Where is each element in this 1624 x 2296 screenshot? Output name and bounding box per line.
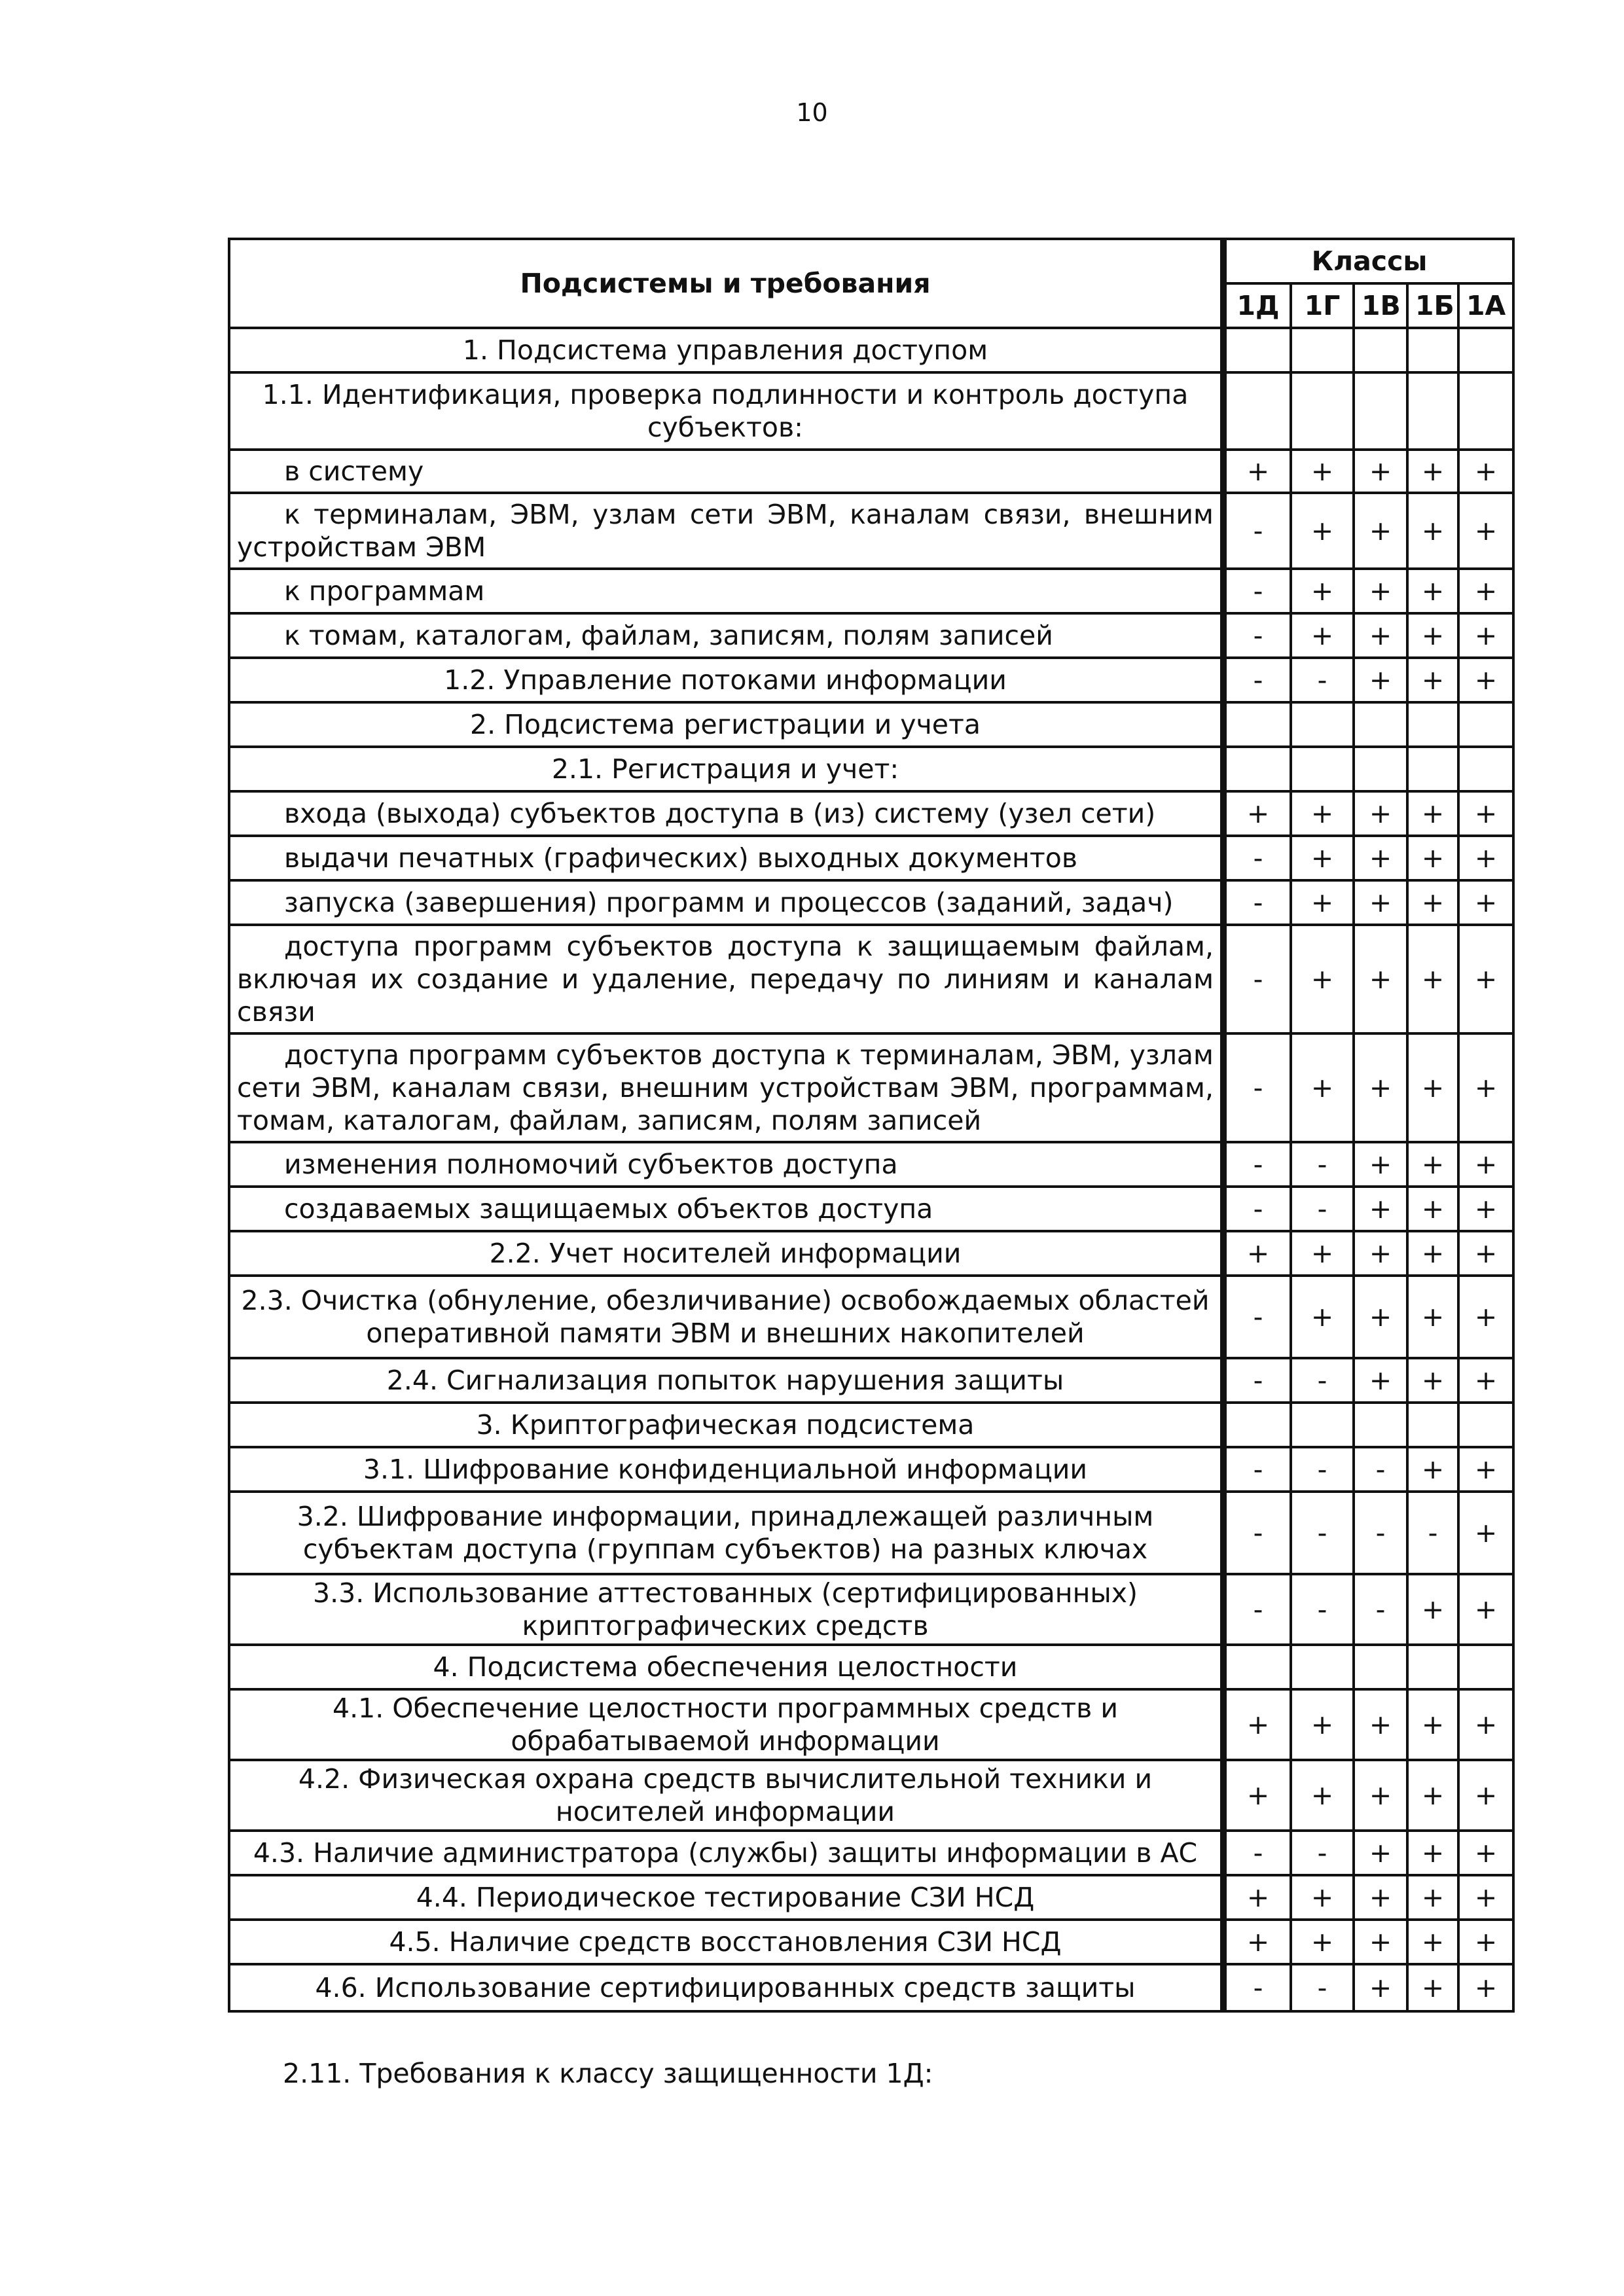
class-mark: - [1292,1143,1355,1188]
class-mark: + [1409,1359,1460,1404]
class-mark: - [1227,926,1292,1035]
class-mark: - [1227,570,1292,615]
class-mark: + [1460,1761,1515,1832]
requirement-text: запуска (завершения) программ и процессов (заданий, задач) [230,882,1227,926]
class-mark: + [1460,1448,1515,1493]
class-mark: + [1409,1232,1460,1277]
page-number: 10 [796,98,828,127]
class-mark: + [1409,1143,1460,1188]
class-mark: - [1227,1493,1292,1575]
table-row [230,926,1515,1035]
requirement-text: 4. Подсистема обеспечения целостности [230,1646,1227,1691]
requirement-text: 2.2. Учет носителей информации [230,1232,1227,1277]
class-mark: - [1292,1832,1355,1876]
table-row [230,494,1515,570]
class-mark [1292,704,1355,748]
class-mark: - [1227,837,1292,882]
class-mark: + [1355,615,1409,659]
class-mark: + [1409,1277,1460,1359]
class-mark: + [1460,1921,1515,1965]
class-mark: + [1460,570,1515,615]
class-mark: + [1355,793,1409,837]
table-row [230,451,1515,494]
class-mark: + [1409,1448,1460,1493]
class-header: 1Б [1409,285,1460,329]
class-mark [1355,329,1409,374]
class-mark: - [1355,1448,1409,1493]
class-mark [1460,1646,1515,1691]
requirement-text: 1. Подсистема управления доступом [230,329,1227,374]
class-mark: + [1355,1921,1409,1965]
class-mark: + [1460,1493,1515,1575]
class-header: 1Д [1227,285,1292,329]
class-mark: - [1227,1832,1292,1876]
class-mark: - [1227,1965,1292,2010]
table-row [230,1359,1515,1404]
class-mark: - [1227,1188,1292,1232]
class-mark: - [1227,1448,1292,1493]
class-mark: + [1355,570,1409,615]
class-mark: + [1460,659,1515,704]
class-mark: + [1355,1277,1409,1359]
table-row [230,1965,1515,2010]
class-mark: + [1355,926,1409,1035]
class-mark: + [1292,1761,1355,1832]
requirement-text: 4.2. Физическая охрана средств вычислительной техники и носителей информации [230,1761,1227,1832]
class-mark: + [1460,837,1515,882]
class-mark [1227,374,1292,451]
section-row [230,1646,1515,1691]
class-mark: + [1355,1188,1409,1232]
class-mark [1292,748,1355,793]
class-mark: + [1409,1832,1460,1876]
class-mark: + [1292,882,1355,926]
requirement-text: 2.1. Регистрация и учет: [230,748,1227,793]
class-mark: + [1409,615,1460,659]
requirement-text: доступа программ субъектов доступа к терминалам, ЭВМ, узлам сети ЭВМ, каналам связи, внешним устройствам ЭВМ, программам, томам, каталогам, файлам, записям, полям записей [230,1035,1227,1143]
class-mark: + [1409,1965,1460,2010]
class-mark: + [1292,793,1355,837]
class-mark [1460,1404,1515,1448]
table-row [230,570,1515,615]
table-row [230,374,1515,451]
requirement-text: 4.4. Периодическое тестирование СЗИ НСД [230,1876,1227,1921]
table-row [230,1188,1515,1232]
table-row [230,659,1515,704]
class-mark [1292,1646,1355,1691]
requirement-text: 4.5. Наличие средств восстановления СЗИ НСД [230,1921,1227,1965]
class-header: 1Г [1292,285,1355,329]
class-mark: + [1355,1761,1409,1832]
class-mark: + [1460,1232,1515,1277]
class-mark: + [1227,451,1292,494]
class-mark [1355,748,1409,793]
table-row [230,1493,1515,1575]
requirement-text: 3. Криптографическая подсистема [230,1404,1227,1448]
table-row [230,748,1515,793]
requirement-text: к терминалам, ЭВМ, узлам сети ЭВМ, каналам связи, внешним устройствам ЭВМ [230,494,1227,570]
class-mark: - [1292,1575,1355,1646]
class-mark: + [1292,1876,1355,1921]
class-mark: + [1227,793,1292,837]
class-mark: + [1227,1761,1292,1832]
class-mark: + [1409,451,1460,494]
class-mark: + [1355,882,1409,926]
class-mark: + [1409,1035,1460,1143]
class-mark: + [1460,1691,1515,1761]
requirement-text: 2.3. Очистка (обнуление, обезличивание) освобождаемых областей оперативной памяти ЭВМ и внешних накопителей [230,1277,1227,1359]
class-mark [1227,329,1292,374]
class-mark: - [1292,1965,1355,2010]
requirement-text: 4.3. Наличие администратора (службы) защиты информации в АС [230,1832,1227,1876]
class-mark [1355,1404,1409,1448]
class-mark: + [1409,1876,1460,1921]
class-mark [1227,748,1292,793]
class-mark: + [1409,793,1460,837]
class-mark: + [1355,1965,1409,2010]
class-mark: - [1227,615,1292,659]
class-mark: + [1292,1035,1355,1143]
requirement-text: 3.2. Шифрование информации, принадлежащей различным субъектам доступа (группам субъектов) на разных ключах [230,1493,1227,1575]
class-mark: - [1227,494,1292,570]
class-mark [1460,704,1515,748]
footer-text: 2.11. Требования к классу защищенности 1Д: [283,2058,933,2089]
class-mark: + [1460,1277,1515,1359]
requirement-text: в систему [230,451,1227,494]
class-mark: + [1409,1921,1460,1965]
requirement-text: 1.1. Идентификация, проверка подлинности и контроль доступа субъектов: [230,374,1227,451]
class-mark: + [1460,926,1515,1035]
table-row [230,1691,1515,1761]
requirement-text: 4.1. Обеспечение целостности программных средств и обрабатываемой информации [230,1691,1227,1761]
class-mark: - [1227,1277,1292,1359]
class-mark [1409,374,1460,451]
class-mark [1292,329,1355,374]
class-mark: + [1409,1575,1460,1646]
class-mark: + [1460,615,1515,659]
class-mark: + [1227,1232,1292,1277]
class-mark: + [1355,1832,1409,1876]
requirement-text: создаваемых защищаемых объектов доступа [230,1188,1227,1232]
class-mark: + [1355,1359,1409,1404]
class-mark: - [1292,1448,1355,1493]
requirement-text: 1.2. Управление потоками информации [230,659,1227,704]
class-mark [1460,374,1515,451]
requirement-text: 3.3. Использование аттестованных (сертифицированных) криптографических средств [230,1575,1227,1646]
class-mark: + [1355,1232,1409,1277]
table-row [230,1035,1515,1143]
class-mark: - [1292,659,1355,704]
class-mark: + [1460,1965,1515,2010]
class-mark: + [1227,1876,1292,1921]
class-mark [1227,704,1292,748]
class-mark: + [1460,1035,1515,1143]
class-mark: + [1355,1691,1409,1761]
class-mark: - [1292,1188,1355,1232]
class-mark: + [1292,1691,1355,1761]
section-row [230,329,1515,374]
table-row [230,1921,1515,1965]
class-mark: + [1409,1691,1460,1761]
class-mark [1409,704,1460,748]
table-row [230,615,1515,659]
class-mark: + [1355,451,1409,494]
class-mark: + [1460,1188,1515,1232]
class-mark: + [1460,1143,1515,1188]
class-mark: + [1227,1921,1292,1965]
table-row [230,1448,1515,1493]
class-mark: + [1292,451,1355,494]
table-row [230,793,1515,837]
class-mark: + [1409,1761,1460,1832]
class-mark: + [1409,1188,1460,1232]
class-mark: - [1409,1493,1460,1575]
table-row [230,1143,1515,1188]
class-mark: - [1355,1493,1409,1575]
requirement-text: 2.4. Сигнализация попыток нарушения защиты [230,1359,1227,1404]
class-mark: + [1460,882,1515,926]
class-mark: - [1227,659,1292,704]
class-mark: - [1227,1359,1292,1404]
requirements-table [228,238,1515,2013]
table-row [230,1232,1515,1277]
class-mark [1292,1404,1355,1448]
class-mark: + [1409,882,1460,926]
section-row [230,1404,1515,1448]
table-body [230,329,1515,2010]
class-header: 1А [1460,285,1515,329]
section-row [230,704,1515,748]
class-mark: + [1460,1876,1515,1921]
class-mark: + [1460,1359,1515,1404]
table-row [230,1876,1515,1921]
class-mark: + [1355,659,1409,704]
requirement-text: доступа программ субъектов доступа к защищаемым файлам, включая их создание и удаление, передачу по линиям и каналам связи [230,926,1227,1035]
class-mark [1355,1646,1409,1691]
class-mark [1409,748,1460,793]
class-mark: + [1409,570,1460,615]
class-header: 1В [1355,285,1409,329]
class-mark: + [1409,837,1460,882]
class-mark: + [1460,451,1515,494]
class-mark: + [1409,926,1460,1035]
table-row [230,1277,1515,1359]
class-mark [1355,374,1409,451]
class-mark [1409,1404,1460,1448]
class-mark: + [1292,570,1355,615]
class-mark: + [1292,494,1355,570]
class-mark: + [1292,1921,1355,1965]
class-mark: + [1355,494,1409,570]
class-mark: - [1227,1035,1292,1143]
class-mark: - [1292,1493,1355,1575]
class-mark: + [1460,1575,1515,1646]
class-mark: + [1409,494,1460,570]
class-mark: + [1460,1832,1515,1876]
header-requirements: Подсистемы и требования [230,240,1227,329]
requirement-text: выдачи печатных (графических) выходных документов [230,837,1227,882]
class-mark: - [1227,882,1292,926]
requirement-text: входа (выхода) субъектов доступа в (из) систему (узел сети) [230,793,1227,837]
class-mark: + [1292,837,1355,882]
requirement-text: 2. Подсистема регистрации и учета [230,704,1227,748]
requirement-text: к программам [230,570,1227,615]
requirement-text: к томам, каталогам, файлам, записям, полям записей [230,615,1227,659]
class-mark: + [1355,1876,1409,1921]
header-classes: Классы [1227,240,1515,285]
class-mark: - [1227,1575,1292,1646]
class-mark: - [1227,1143,1292,1188]
class-mark: + [1355,1035,1409,1143]
table-row [230,882,1515,926]
requirement-text: 4.6. Использование сертифицированных средств защиты [230,1965,1227,2010]
class-mark: + [1355,837,1409,882]
class-mark: + [1292,1232,1355,1277]
class-mark [1460,748,1515,793]
table-row [230,1575,1515,1646]
class-mark: + [1292,926,1355,1035]
class-mark [1409,329,1460,374]
table-row [230,1832,1515,1876]
requirement-text: 3.1. Шифрование конфиденциальной информации [230,1448,1227,1493]
class-mark [1227,1404,1292,1448]
class-mark: + [1409,659,1460,704]
table-row [230,837,1515,882]
class-mark [1409,1646,1460,1691]
class-mark [1227,1646,1292,1691]
class-mark [1292,374,1355,451]
class-mark: + [1227,1691,1292,1761]
class-mark: + [1460,793,1515,837]
requirement-text: изменения полномочий субъектов доступа [230,1143,1227,1188]
class-mark [1355,704,1409,748]
table-row [230,1761,1515,1832]
class-mark: + [1355,1143,1409,1188]
class-mark: - [1292,1359,1355,1404]
class-mark: + [1292,615,1355,659]
class-mark: + [1292,1277,1355,1359]
class-mark [1460,329,1515,374]
class-mark: + [1460,494,1515,570]
class-mark: - [1355,1575,1409,1646]
